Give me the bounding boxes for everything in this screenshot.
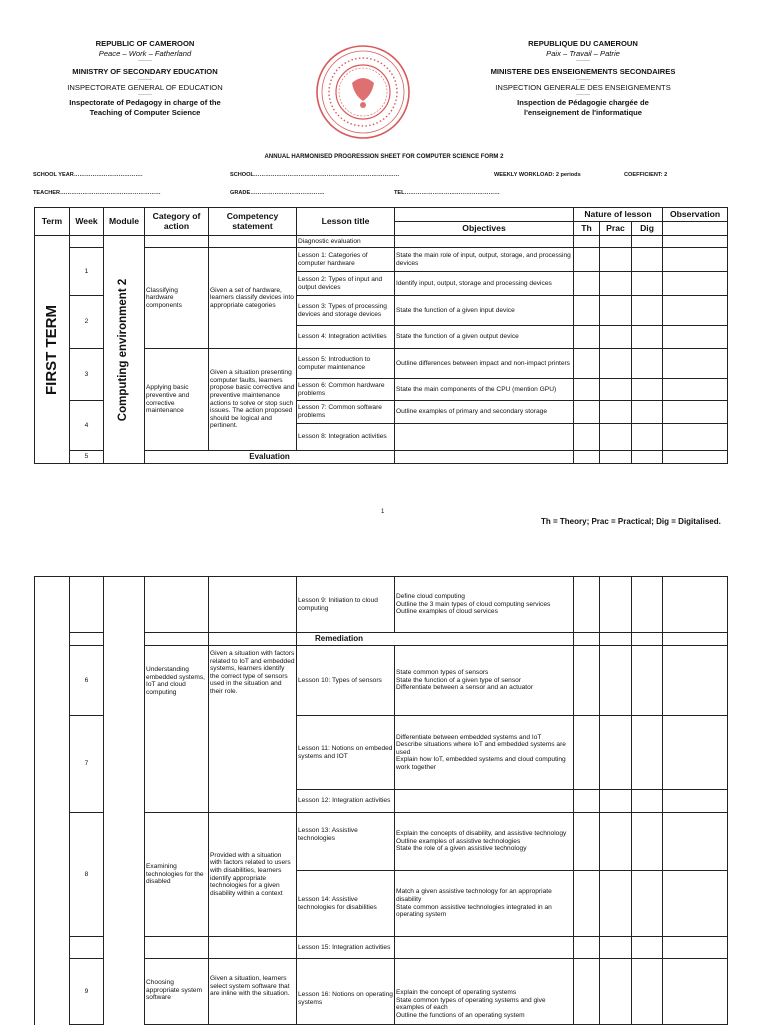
evaluation-row: Evaluation xyxy=(145,451,395,464)
separator: ------- xyxy=(138,58,152,64)
col-th: Th xyxy=(574,222,600,236)
separator: ------- xyxy=(576,92,590,98)
legend: Th = Theory; Prac = Practical; Dig = Digitalised. xyxy=(541,517,721,526)
objective-line: State common types of operating systems and give examples of each xyxy=(396,996,546,1012)
objective: State the function of a given output device xyxy=(395,326,574,349)
col-dig: Dig xyxy=(632,222,663,236)
week-number: 4 xyxy=(70,401,104,451)
teacher-field[interactable]: TEACHER……………………………………………… xyxy=(33,190,161,196)
objective-line: Outline the 3 main types of cloud computing services xyxy=(396,600,551,608)
term-cell xyxy=(35,236,70,464)
lesson-title: Lesson 16: Notions on operating systems xyxy=(297,959,395,1025)
term-cell-continued xyxy=(35,577,70,1025)
week-number: 3 xyxy=(70,349,104,401)
col-lesson: Lesson title xyxy=(297,208,395,236)
inspectorate-pedagogy-fr-2: l'enseignement de l'informatique xyxy=(524,107,642,117)
category-cell xyxy=(145,937,209,959)
lesson-title: Lesson 6: Common hardware problems xyxy=(297,379,395,401)
week-cell xyxy=(70,577,104,633)
col-prac: Prac xyxy=(600,222,632,236)
col-observation: Observation xyxy=(663,208,728,222)
inspectorate-general-en: INSPECTORATE GENERAL OF EDUCATION xyxy=(67,82,223,92)
coefficient: COEFFICIENT: 2 xyxy=(624,172,668,178)
objective-line: State common assistive technologies integrated in an operating system xyxy=(396,903,552,919)
competency-cell xyxy=(209,633,297,646)
lesson-cell: Diagnostic evaluation xyxy=(297,236,395,248)
header-right xyxy=(478,39,688,117)
col-competency: Competency statement xyxy=(209,208,297,236)
lesson-title: Lesson 15: Integration activities xyxy=(297,937,395,959)
objective: State the main role of input, output, storage, and processing devices xyxy=(395,248,574,272)
week-number: 2 xyxy=(70,296,104,349)
week-number: 7 xyxy=(70,716,104,813)
progression-table-page-1 xyxy=(34,207,728,464)
country-name-fr: REPUBLIQUE DU CAMEROUN xyxy=(528,39,638,48)
competency-cell: Given a situation, learners select system software that are inline with the situation. xyxy=(209,959,297,1025)
objective-line: State the function of a given type of sensor xyxy=(396,676,521,684)
seal-icon xyxy=(314,43,412,141)
col-module: Module xyxy=(104,208,145,236)
objective-line: Explain how IoT, embedded systems and cloud computing work together xyxy=(396,756,566,771)
week-number: 5 xyxy=(70,451,104,464)
col-observation-sub xyxy=(663,222,728,236)
category-cell: Applying basic preventive and corrective maintenance xyxy=(145,349,209,451)
progression-table-page-2 xyxy=(34,576,728,1025)
objective: Outline differences between impact and non-impact printers xyxy=(395,349,574,379)
lesson-title: Lesson 1: Categories of computer hardware xyxy=(297,248,395,272)
col-term: Term xyxy=(35,208,70,236)
inspectorate-general-fr: INSPECTION GENERALE DES ENSEIGNEMENTS xyxy=(495,82,671,92)
competency-cell: Given a situation presenting computer faults, learners propose basic corrective and preventive maintenance actions to solve or stop such issues. The action proposed should be logical and pertinent. xyxy=(209,349,297,451)
separator: ------- xyxy=(138,76,152,83)
module-cell-continued xyxy=(104,577,145,1025)
term-label: FIRST TERM xyxy=(43,304,61,395)
objective: Identify input, output, storage and processing devices xyxy=(395,272,574,296)
separator: ------- xyxy=(576,58,590,64)
country-name-en: REPUBLIC OF CAMEROON xyxy=(95,39,195,48)
objective-line: Describe situations where IoT and embedded systems are used xyxy=(396,741,566,756)
motto-fr: Paix – Travail – Patrie xyxy=(546,48,620,58)
objective xyxy=(395,871,574,937)
objective-line: State common types of sensors xyxy=(396,669,489,677)
school-year-field[interactable]: SCHOOL YEAR………………………………. xyxy=(33,172,143,178)
col-category: Category of action xyxy=(145,208,209,236)
col-nature: Nature of lesson xyxy=(574,208,663,222)
objective-line: Outline examples of cloud services xyxy=(396,608,498,616)
week-cell xyxy=(70,633,104,646)
lesson-title: Lesson 4: Integration activities xyxy=(297,326,395,349)
objective-line: Differentiate between embedded systems and IoT xyxy=(396,733,542,741)
competency-cell xyxy=(209,577,297,633)
objective: Outline examples of primary and secondary storage xyxy=(395,401,574,424)
lesson-title: Lesson 10: Types of sensors xyxy=(297,646,395,716)
lesson-title: Lesson 3: Types of processing devices and storage devices xyxy=(297,296,395,326)
col-week: Week xyxy=(70,208,104,236)
col-objectives: Objectives xyxy=(395,222,574,236)
module-label: Computing environment 2 xyxy=(117,278,130,421)
competency-cell: Given a set of hardware, learners classify devices into appropriate categories xyxy=(209,248,297,349)
ministry-fr: MINISTERE DES ENSEIGNEMENTS SECONDAIRES xyxy=(490,67,676,76)
lesson-title: Lesson 9: Initiation to cloud computing xyxy=(297,577,395,633)
document-title: ANNUAL HARMONISED PROGRESSION SHEET FOR COMPUTER SCIENCE FORM 2 xyxy=(264,154,504,160)
lesson-title: Lesson 14: Assistive technologies for disabilities xyxy=(297,871,395,937)
week-cell xyxy=(70,236,104,248)
inspectorate-pedagogy-en-2: Teaching of Computer Science xyxy=(89,107,201,117)
week-number: 1 xyxy=(70,248,104,296)
category-cell xyxy=(145,236,209,248)
competency-cell: Given a situation with factors related to IoT and embedded systems, learners identify the correct type of sensors used in the situation and their role. xyxy=(209,646,297,813)
header-left xyxy=(40,39,250,117)
objective-line: Outline examples of assistive technologies xyxy=(396,837,521,845)
category-cell: Choosing appropriate system software xyxy=(145,959,209,1025)
category-cell xyxy=(145,577,209,633)
objective-line: Explain the concept of operating systems xyxy=(396,989,517,996)
objective xyxy=(395,577,574,633)
objective xyxy=(395,646,574,716)
school-field[interactable]: SCHOOL…………………………………………………………………… xyxy=(230,172,400,178)
objective xyxy=(395,959,574,1025)
col-objectives-top xyxy=(395,208,574,222)
page-number: 1 xyxy=(381,509,385,515)
objective-line: Match a given assistive technology for an appropriate disability xyxy=(396,888,552,903)
ministry-en: MINISTRY OF SECONDARY EDUCATION xyxy=(72,67,218,76)
objective-line: Outline the functions of an operating system xyxy=(396,1011,525,1019)
competency-cell xyxy=(209,236,297,248)
objective-line: Explain the concepts of disability, and assistive technology xyxy=(396,830,567,838)
inspectorate-pedagogy-en: Inspectorate of Pedagogy in charge of the xyxy=(69,98,221,107)
separator: ------- xyxy=(138,92,152,98)
grade-field[interactable]: GRADE…………………………………. xyxy=(230,190,325,196)
week-number: 6 xyxy=(70,646,104,716)
remediation-row: Remediation xyxy=(297,633,574,646)
objective-line: Differentiate between a sensor and an actuator xyxy=(396,684,533,692)
category-cell: Classifying hardware components xyxy=(145,248,209,349)
objective-line: Define cloud computing xyxy=(396,593,465,601)
category-cell xyxy=(145,633,209,646)
lesson-title: Lesson 11: Notions on embeded systems and IOT xyxy=(297,716,395,790)
week-cell xyxy=(70,937,104,959)
category-cell: Understanding embedded systems, IoT and cloud computing xyxy=(145,646,209,813)
competency-cell xyxy=(209,937,297,959)
lesson-title: Lesson 5: Introduction to computer maintenance xyxy=(297,349,395,379)
lesson-title: Lesson 7: Common software problems xyxy=(297,401,395,424)
objective-line: State the role of a given assistive technology xyxy=(396,845,527,853)
lesson-title: Lesson 13: Assistive technologies xyxy=(297,813,395,871)
objective xyxy=(395,813,574,871)
objective: State the function of a given input device xyxy=(395,296,574,326)
inspectorate-pedagogy-fr: Inspection de Pédagogie chargée de xyxy=(517,98,649,107)
week-number: 9 xyxy=(70,959,104,1025)
motto-en: Peace – Work – Fatherland xyxy=(98,48,192,58)
module-cell xyxy=(104,236,145,464)
lesson-title: Lesson 8: Integration activities xyxy=(297,424,395,451)
category-cell: Examining technologies for the disabled xyxy=(145,813,209,937)
objective xyxy=(395,716,574,790)
lesson-title: Lesson 12: Integration activities xyxy=(297,790,395,813)
official-seal xyxy=(314,43,412,141)
week-number: 8 xyxy=(70,813,104,937)
separator: ------- xyxy=(576,76,590,83)
lesson-title: Lesson 2: Types of input and output devices xyxy=(297,272,395,296)
objective xyxy=(395,424,574,451)
objective: State the main components of the CPU (mention GPU) xyxy=(395,379,574,401)
weekly-workload: WEEKLY WORKLOAD: 2 periods xyxy=(494,172,581,178)
competency-cell: Provided with a situation with factors related to users with disabilities, learners identify appropriate technologies for a given disability within a context xyxy=(209,813,297,937)
tel-field[interactable]: TEL…………………………………………… xyxy=(394,190,500,196)
